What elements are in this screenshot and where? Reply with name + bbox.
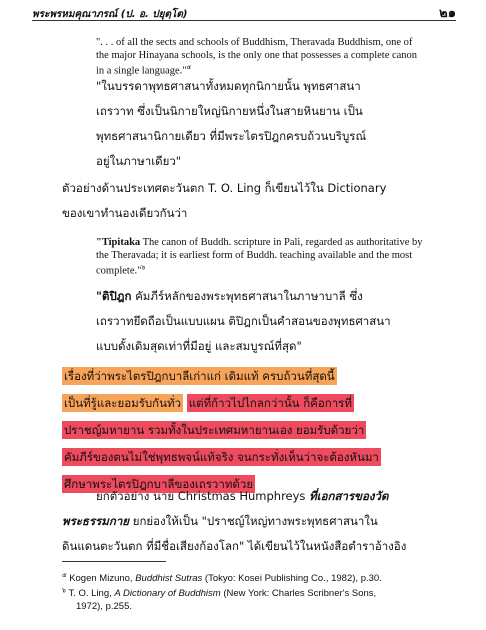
tipitaka-thai-term: "ติปิฎก: [96, 289, 132, 303]
thai-line: ของเขาทำนองเดียวกันว่า: [62, 206, 188, 220]
footnote-mark: ๕: [186, 65, 192, 71]
english-quote-text: ". . . of all the sects and schools of Buddhism, Theravada Buddhism, one of the major Hinayana schools, is the only one that possesses a complete canon in a single language.": [96, 37, 418, 77]
highlight-orange: เรื่องที่ว่าพระไตรปิฎกบาลีเก่าแก่ เดิมแท้ ครบถ้วนที่สุดนี้: [64, 369, 335, 383]
footnote-5: $^๕$ Kogen Mizuno, Buddhist Sutras (Tokyo: Kosei Publishing Co., 1982), p.30.: [62, 573, 382, 585]
emphasis-text: พระธรรมกาย: [62, 514, 130, 528]
thai-translation-quote-1: [96, 74, 426, 174]
emphasis-text: ที่เอกสารของวัด: [309, 489, 389, 503]
thai-line: "ติปิฎก คัมภีร์หลักของพระพุทธศาสนาในภาษาบาลี ซึ่ง: [96, 289, 363, 303]
page-number: ๒๑: [439, 6, 456, 21]
running-title: พระพรหมคุณาภรณ์ (ป. อ. ปยุตฺโต): [32, 9, 188, 20]
thai-line: อยู่ในภาษาเดียว": [96, 154, 182, 168]
thai-line: ดินแดนตะวันตก ที่มีชื่อเสียงก้องโลก" ได้เขียนไว้ในหนังสือตำราอ้างอิง: [62, 539, 407, 553]
english-quote-text: The canon of Buddh. scripture in Pali, regarded as authoritative by the Theravada; it is earliest form of Buddh. teaching available and the most complete.": [96, 237, 423, 277]
thai-line: เถรวาท ซึ่งเป็นนิกายใหญ่นิกายหนึ่งในสายหินยาน เป็น: [96, 104, 363, 118]
highlight-red: ปราชญ์มหายาน รวมทั้งในประเทศมหายานเอง ยอมรับด้วยว่า: [64, 423, 365, 437]
thai-line: "ในบรรดาพุทธศาสนาทั้งหมดทุกนิกายนั้น พุทธศาสนา: [96, 79, 361, 93]
footnotes: [62, 570, 432, 613]
english-quote-ling: [96, 236, 426, 278]
thai-line: พระธรรมกาย ยกย่องให้เป็น "ปราชญ์ใหญ่ทางพระพุทธศาสนาใน: [62, 514, 378, 528]
footnote-6: $^๖$ T. O. Ling, A Dictionary of Buddhism (New York: Charles Scribner's Sons, 1972), p.255.: [62, 588, 377, 613]
paragraph-ling-intro: [62, 176, 432, 226]
footnote-divider: [62, 561, 166, 562]
thai-line: ตัวอย่างด้านประเทศตะวันตก T. O. Ling ก็เขียนไว้ใน Dictionary: [62, 181, 387, 195]
thai-translation-quote-2: [96, 284, 426, 359]
highlight-red: คัมภีร์ของตนไม่ใช่พุทธพจน์แท้จริง จนกระทั่งเห็นว่าจะต้องหันมา: [64, 450, 379, 464]
highlight-orange: เป็นที่รู้และยอมรับกันทั่ว: [64, 396, 182, 410]
thai-line: ยกตัวอย่าง นาย Christmas Humphreys ที่เอกสารของวัด: [96, 489, 389, 503]
highlight-red: แต่ที่ก้าวไปไกลกว่านั้น ก็คือการที่: [188, 396, 352, 410]
highlighted-passage: [62, 362, 432, 499]
english-quote-mizuno: [96, 36, 426, 78]
paragraph-humphreys: [62, 484, 432, 559]
running-header: [32, 2, 456, 21]
footnote-mark: ๖: [141, 265, 146, 271]
highlight-red: ศึกษาพระไตรปิฎกบาลีของเถรวาทด้วย: [64, 477, 254, 491]
thai-line: เถรวาทยึดถือเป็นแบบแผน ติปิฎกเป็นคำสอนของพุทธศาสนา: [96, 314, 391, 328]
thai-line: พุทธศาสนานิกายเดียว ที่มีพระไตรปิฎกครบถ้วนบริบูรณ์: [96, 129, 367, 143]
thai-line: แบบดั้งเดิมสุดเท่าที่มีอยู่ และสมบูรณ์ที่สุด": [96, 339, 302, 353]
tipitaka-term: "Tipitaka: [96, 237, 141, 248]
